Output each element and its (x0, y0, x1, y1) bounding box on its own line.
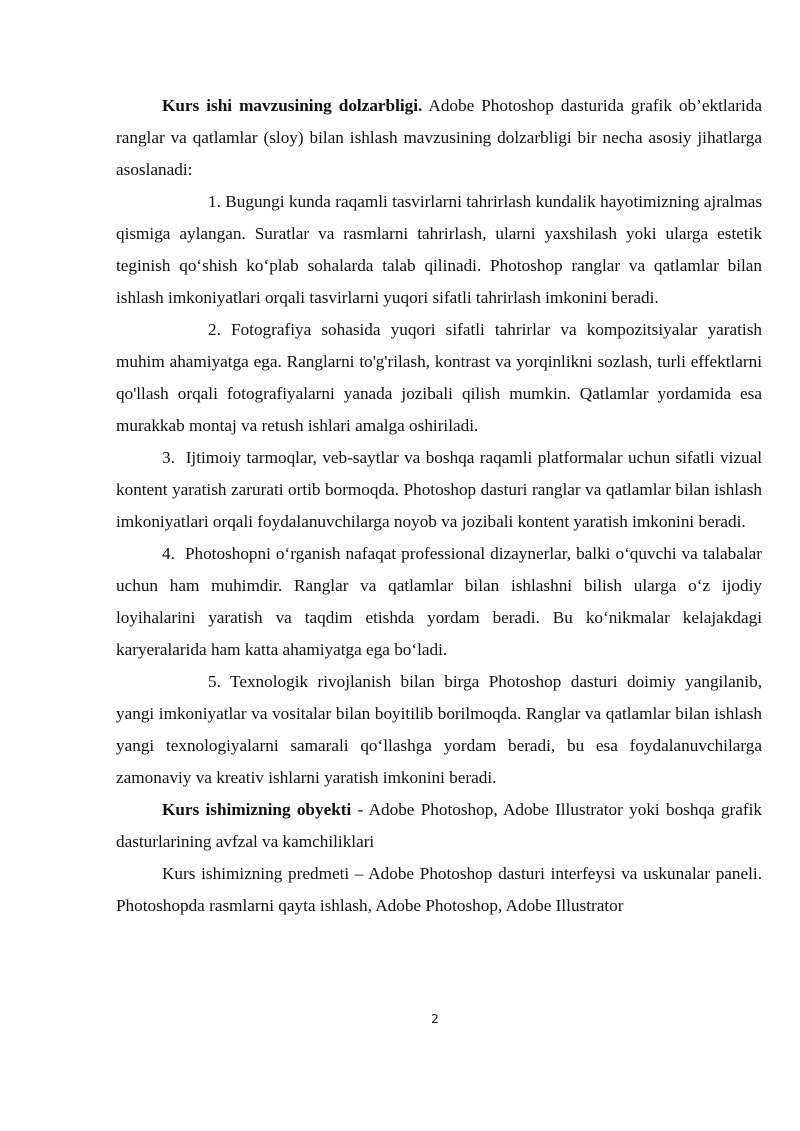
list-item-text: Texnologik rivojlanish bilan birga Photoshop dasturi doimiy yangilanib, yangi imkoniyatlar va vositalar bilan boyitilib borilmoqda. Ranglar va qatlamlar bilan ishlash yangi texnologiyalarni samarali qo‘llashga yordam beradi, bu esa foydalanuvchilarga zamonaviy va kreativ ishlarni yaratish imkonini beradi. (116, 672, 762, 787)
list-item (116, 186, 762, 314)
list-item-text: Fotografiya sohasida yuqori sifatli tahrirlar va kompozitsiyalar yaratish muhim ahamiyatga ega. Ranglarni to'g'rilash, kontrast va yorqinlikni sozlash, turli effektlarni qo'llash orqali fotografiyalarni yanada jozibali qilish mumkin. Qatlamlar yordamida esa murakkab montaj va retush ishlari amalga oshiriladi. (116, 320, 762, 435)
list-item-number: 2. (208, 320, 221, 339)
object-text: - Adobe Photoshop, Adobe Illustrator yoki boshqa grafik dasturlarining avfzal va kamchiliklari (116, 800, 762, 851)
page-number: 2 (431, 1012, 439, 1026)
object-heading: Kurs ishimizning obyekti (162, 800, 352, 819)
list-item (116, 666, 762, 794)
intro-paragraph (116, 90, 762, 186)
subject-paragraph (116, 858, 762, 922)
list-item-number: 3. (162, 448, 175, 467)
list-item (116, 442, 762, 538)
list-item-text: Ijtimoiy tarmoqlar, veb-saytlar va boshqa raqamli platformalar uchun sifatli vizual kontent yaratish zarurati ortib bormoqda. Photoshop dasturi ranglar va qatlamlar bilan ishlash imkoniyatlari orqali foydalanuvchilarga noyob va jozibali kontent yaratish imkonini beradi. (116, 448, 762, 531)
list-item (116, 538, 762, 666)
page-content (116, 90, 762, 922)
list-item-text: Photoshopni o‘rganish nafaqat professional dizaynerlar, balki o‘quvchi va talabalar uchun ham muhimdir. Ranglar va qatlamlar bilan ishlashni bilish ularga o‘z ijodiy loyihalarini yaratish va taqdim etishda yordam beradi. Bu ko‘nikmalar kelajakdagi karyeralarida ham katta ahamiyatga ega bo‘ladi. (116, 544, 762, 659)
list-item-number: 5. (208, 672, 221, 691)
intro-text: Adobe Photoshop dasturida grafik ob’ektlarida ranglar va qatlamlar (sloy) bilan ishlash mavzusining dolzarbligi bir necha asosiy jihatlarga asoslanadi: (116, 96, 762, 179)
intro-heading: Kurs ishi mavzusining dolzarbligi. (162, 96, 423, 115)
list-item-number: 1. (208, 192, 221, 211)
list-item-text: Bugungi kunda raqamli tasvirlarni tahrirlash kundalik hayotimizning ajralmas qismiga aylangan. Suratlar va rasmlarni tahrirlash, ularni yaxshilash yoki ularga estetik teginish qo‘shish ko‘plab sohalarda talab qilinadi. Photoshop ranglar va qatlamlar bilan ishlash imkoniyatlari orqali tasvirlarni yuqori sifatli tahrirlash imkonini beradi. (116, 192, 763, 307)
list-item-number: 4. (162, 544, 175, 563)
list-item (116, 314, 762, 442)
subject-text: Kurs ishimizning predmeti – Adobe Photoshop dasturi interfeysi va uskunalar paneli. Photoshopda rasmlarni qayta ishlash, Adobe Photoshop, Adobe Illustrator (116, 864, 762, 915)
object-paragraph (116, 794, 762, 858)
